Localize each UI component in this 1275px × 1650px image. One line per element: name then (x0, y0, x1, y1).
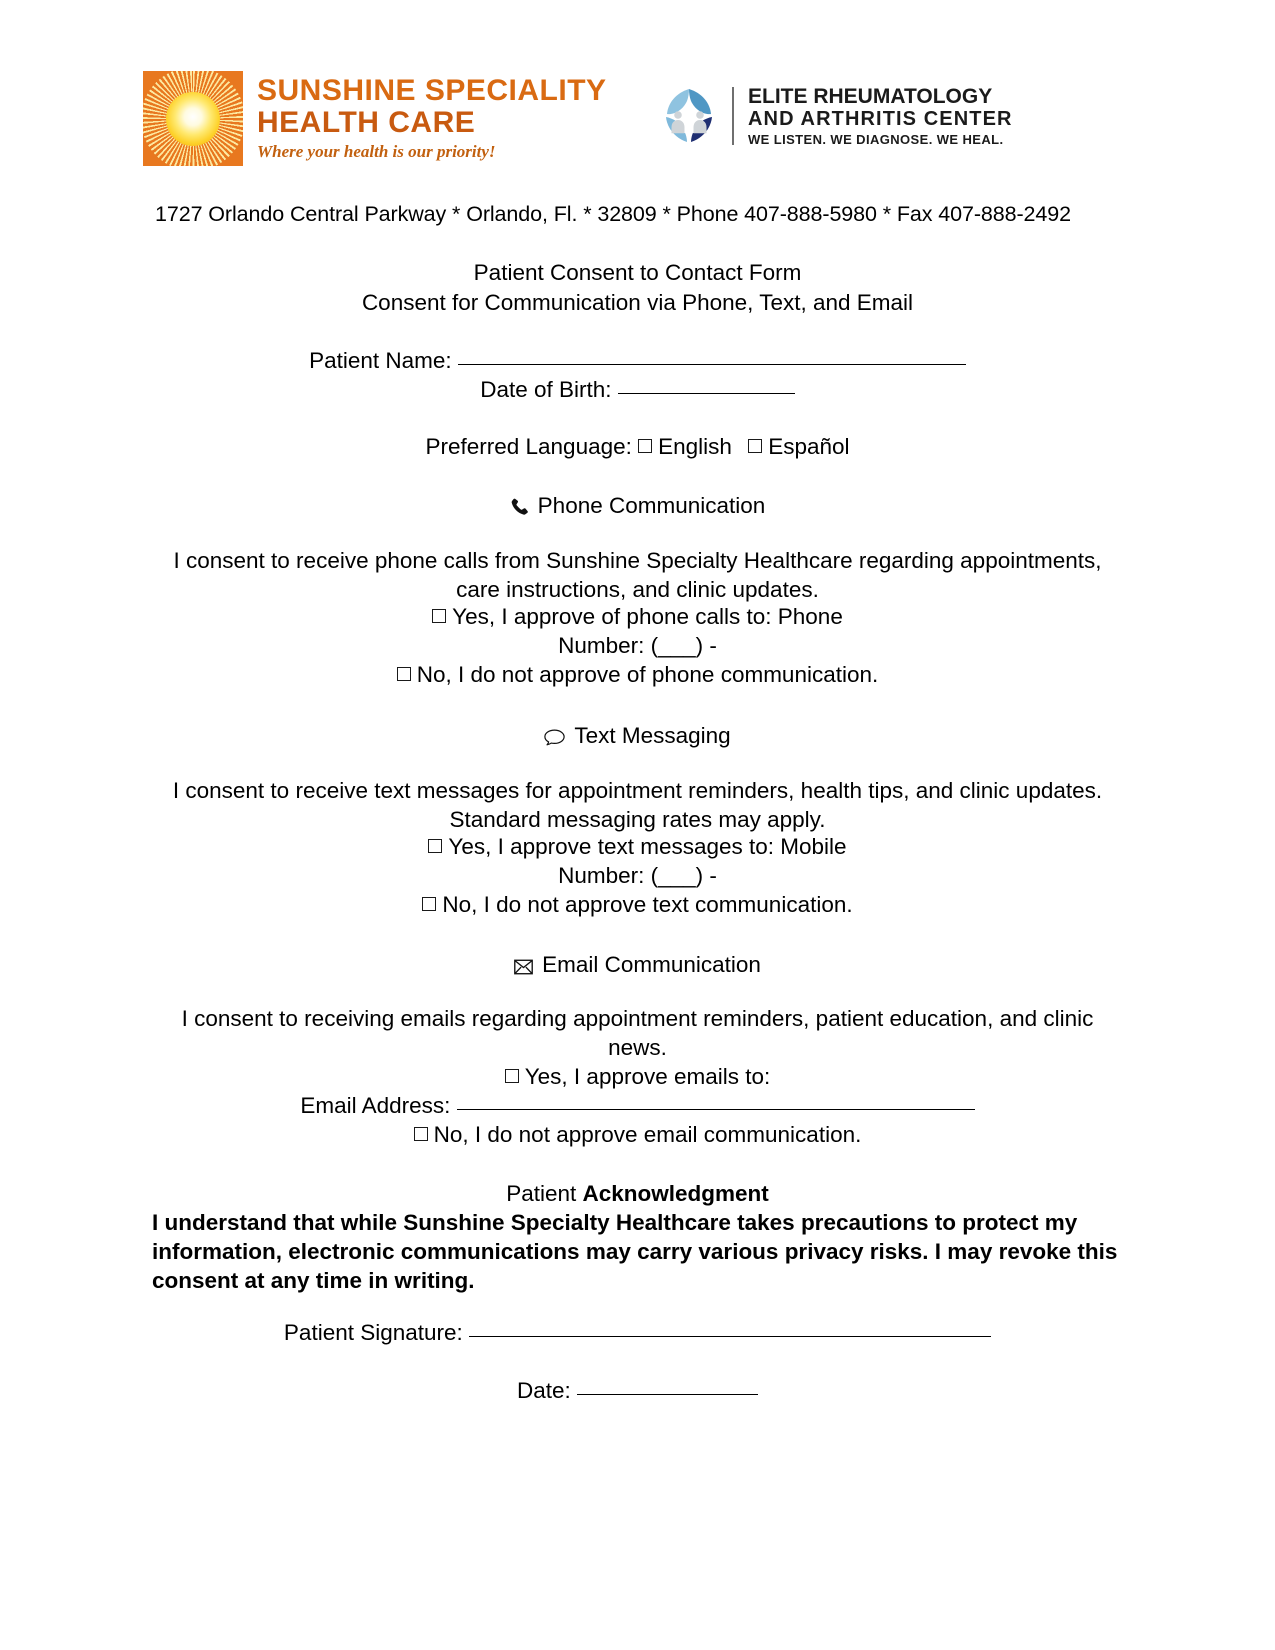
document-title: Patient Consent to Contact Form (473, 260, 802, 285)
phone-no-row (152, 660, 1123, 689)
checkbox-text-yes[interactable] (428, 839, 442, 853)
email-yes-row (152, 1062, 1123, 1091)
checkbox-phone-yes[interactable] (432, 609, 446, 623)
email-section-body: I consent to receiving emails regarding appointment reminders, patient education, and clinic news. (181, 1006, 1094, 1060)
email-no-label: No, I do not approve email communication. (433, 1122, 862, 1147)
email-section-heading-label: Email Communication (542, 952, 761, 977)
sunshine-logo-name (257, 75, 607, 139)
language-spanish-label: Español (768, 434, 850, 459)
date-of-birth-input[interactable] (618, 393, 795, 394)
patient-name-label: Patient Name: (309, 348, 452, 373)
patient-signature-row (152, 1318, 1123, 1347)
patient-signature-label: Patient Signature: (283, 1320, 463, 1345)
sunshine-name-line1: SUNSHINE SPECIALITY (257, 73, 607, 107)
checkbox-text-no[interactable] (422, 897, 436, 911)
text-section-body: I consent to receive text messages for appointment reminders, health tips, and clinic updates. Standard messaging rates may apply. (172, 778, 1103, 832)
phone-yes-row (152, 602, 1123, 631)
checkbox-language-english[interactable] (638, 439, 652, 453)
text-number-label[interactable]: Number: (___) - (558, 863, 717, 888)
speech-bubble-icon (544, 724, 565, 753)
elite-logo-line1: ELITE RHEUMATOLOGY (748, 84, 993, 108)
document-subtitle: Consent for Communication via Phone, Text, and Email (361, 290, 914, 315)
signature-date-input[interactable] (577, 1394, 758, 1395)
clinic-address-line: 1727 Orlando Central Parkway * Orlando, Fl. * 32809 * Phone 407-888-5980 * Fax 407-888-2492 (155, 202, 1071, 226)
patient-name-input[interactable] (458, 364, 966, 365)
preferred-language-label: Preferred Language: (425, 434, 632, 459)
elite-rheumatology-logo (658, 80, 1013, 152)
email-address-row (152, 1091, 1123, 1120)
sunshine-speciality-logo (143, 71, 607, 166)
sunshine-logo-tagline: Where your health is our priority! (257, 141, 496, 161)
date-of-birth-label: Date of Birth: (480, 377, 612, 402)
checkbox-email-yes[interactable] (505, 1069, 519, 1083)
sunshine-name-line2: HEALTH CARE (257, 105, 476, 139)
email-address-input[interactable] (457, 1109, 975, 1110)
date-of-birth-row (152, 375, 1123, 404)
patient-name-row (152, 346, 1123, 375)
email-no-row (152, 1120, 1123, 1149)
phone-no-label: No, I do not approve of phone communication. (416, 662, 879, 687)
phone-section-heading (152, 491, 1123, 523)
elite-logo-text (748, 85, 1013, 148)
header-logos (0, 64, 1275, 169)
signature-date-label: Date: (516, 1378, 571, 1403)
phone-yes-label: Yes, I approve of phone calls to: Phone (452, 604, 843, 629)
checkbox-phone-no[interactable] (397, 667, 411, 681)
acknowledgment-body: I understand that while Sunshine Specialty Healthcare takes precautions to protect my information, electronic communications may carry various privacy risks. I may revoke this consent at any time in writing. (152, 1210, 1118, 1293)
elite-logo-tagline: WE LISTEN. WE DIAGNOSE. WE HEAL. (748, 131, 1004, 147)
text-section-heading (152, 721, 1123, 753)
elite-logo-line2: AND ARTHRITIS CENTER (748, 107, 1013, 130)
phone-icon (510, 494, 529, 523)
phone-number-label[interactable]: Number: (___) - (558, 633, 717, 658)
phone-section-heading-label: Phone Communication (537, 493, 766, 518)
email-address-label: Email Address: (300, 1093, 451, 1118)
language-english-label: English (658, 434, 732, 459)
elite-people-circle-icon (658, 85, 720, 147)
signature-date-row (152, 1376, 1123, 1405)
text-yes-row (152, 832, 1123, 861)
sunburst-icon (143, 71, 243, 166)
logo-divider (732, 87, 734, 145)
acknowledgment-heading-bold: Acknowledgment (582, 1181, 769, 1206)
text-no-row (152, 890, 1123, 919)
text-number-row (152, 861, 1123, 890)
preferred-language-row (152, 432, 1123, 461)
text-section-heading-label: Text Messaging (574, 723, 731, 748)
text-no-label: No, I do not approve text communication. (442, 892, 853, 917)
text-yes-label: Yes, I approve text messages to: Mobile (448, 834, 847, 859)
sunshine-logo-text (243, 71, 607, 166)
acknowledgment-heading (152, 1179, 1123, 1208)
patient-signature-input[interactable] (469, 1336, 991, 1337)
checkbox-language-spanish[interactable] (748, 439, 762, 453)
email-section-heading (152, 950, 1123, 982)
checkbox-email-no[interactable] (414, 1127, 428, 1141)
acknowledgment-heading-prefix: Patient (506, 1181, 583, 1206)
phone-section-body: I consent to receive phone calls from Sunshine Specialty Healthcare regarding appointments, care instructions, and clinic updates. (173, 548, 1102, 602)
phone-number-row (152, 631, 1123, 660)
envelope-icon (514, 953, 533, 982)
email-yes-label: Yes, I approve emails to: (524, 1064, 771, 1089)
